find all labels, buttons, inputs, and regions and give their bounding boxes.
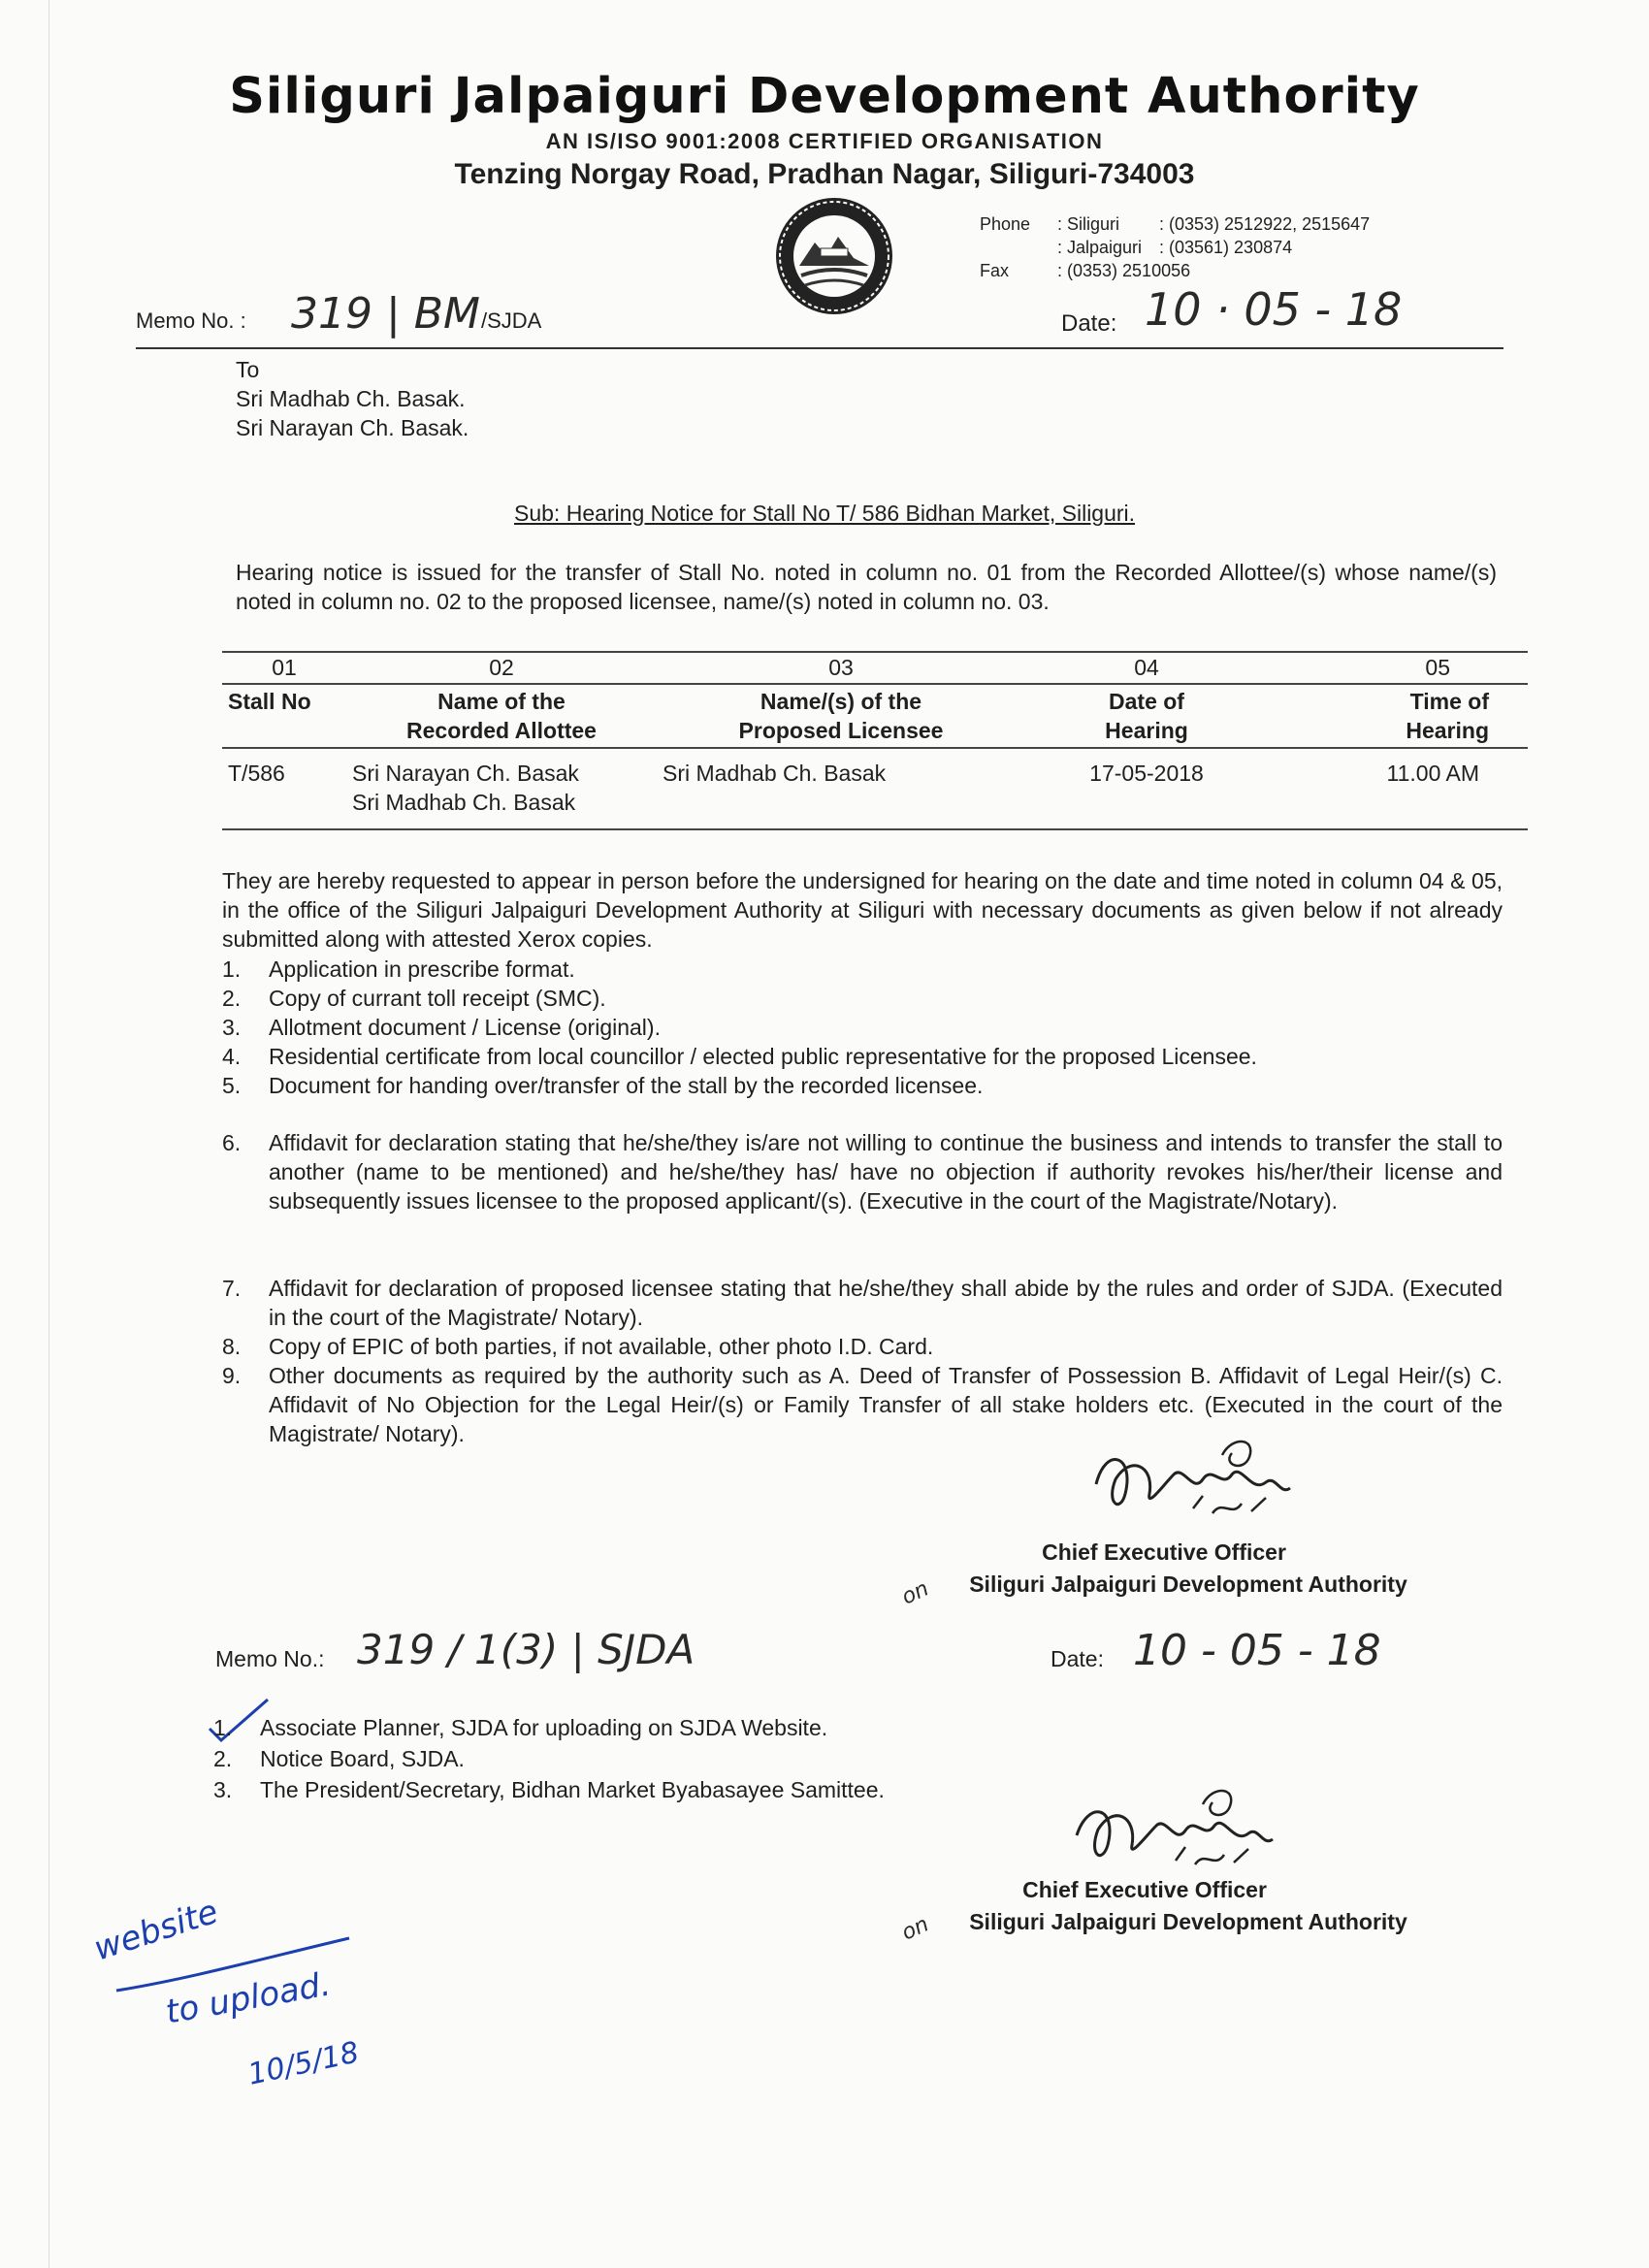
list-item: 7. Affidavit for declaration of proposed licensee stating that he/she/they shall abide by the rules and order of SJDA. (Executed in the court of the Magistrate/ Notary). xyxy=(222,1276,1503,1330)
certification-line: AN IS/ISO 9001:2008 CERTIFIED ORGANISATION xyxy=(545,129,1104,153)
documents-list-a xyxy=(222,955,1503,1100)
memo2-number-handwritten: 319 / 1(3) | SJDA xyxy=(357,1626,695,1673)
sjda-seal-icon xyxy=(772,194,896,318)
list-item: 2. Copy of currant toll receipt (SMC). xyxy=(222,986,606,1011)
recipient-block xyxy=(236,355,469,442)
signature-1-org: Siliguri Jalpaiguri Development Authority xyxy=(969,1571,1407,1597)
memo-suffix: /SJDA xyxy=(480,308,542,333)
signature-1-prefix: on xyxy=(898,1576,933,1610)
column-header: Name of the Recorded Allottee xyxy=(346,684,657,748)
signature-2-prefix: on xyxy=(898,1912,933,1946)
request-paragraph: They are hereby requested to appear in person before the undersigned for hearing on the date and time noted in column 04 & 05, in the office of the Siliguri Jalpaiguri Development Authority at Siliguri with necessary documents as given below if not already submitted along with attested Xerox copies. xyxy=(222,868,1503,952)
signature-2-org: Siliguri Jalpaiguri Development Authority xyxy=(969,1909,1407,1934)
phone-label: Phone xyxy=(980,214,1031,234)
column-number: 03 xyxy=(657,652,1025,684)
list-item: 6. Affidavit for declaration stating that he/she/they is/are not willing to continue the business and intends to transfer the stall to another (name to be mentioned) and he/she/they has/ have no objection if authority revokes his/her/their license and subsequently issues licensee to the proposed applicant/(s). (Executive in the court of the Magistrate/Notary). xyxy=(222,1130,1503,1214)
column-number: 02 xyxy=(346,652,657,684)
phone-siliguri: : (0353) 2512922, 2515647 xyxy=(1159,214,1371,234)
org-name: Siliguri Jalpaiguri Development Authority xyxy=(229,68,1420,125)
list-item: 4. Residential certificate from local councillor / elected public representative for the proposed Licensee. xyxy=(222,1044,1257,1069)
address-line: Tenzing Norgay Road, Pradhan Nagar, Siliguri-734003 xyxy=(454,158,1195,190)
list-item: 9. Other documents as required by the authority such as A. Deed of Transfer of Possession B. Affidavit of Legal Heir/(s) C. Affidavit of No Objection for the Legal Heir/(s) or Family Transfer of all stake holders etc. (Executed in the court of the Magistrate/ Notary). xyxy=(222,1363,1503,1446)
signature-1 xyxy=(1077,1426,1300,1533)
list-item: 3. The President/Secretary, Bidhan Market Byabasayee Samittee. xyxy=(213,1777,885,1802)
handwritten-note-line2: to upload. xyxy=(162,1964,334,2032)
fax-number: : (0353) 2510056 xyxy=(1057,261,1191,280)
hearing-table xyxy=(222,651,1528,830)
column-header: Time of Hearing xyxy=(1268,684,1528,748)
recipient-name: Sri Narayan Ch. Basak. xyxy=(236,415,469,440)
intro-paragraph: Hearing notice is issued for the transfer of Stall No. noted in column no. 01 from the Recorded Allottee/(s) whose name/(s) noted in column no. 02 to the proposed licensee, name/(s) noted in column no. 03. xyxy=(236,560,1497,614)
documents-list-b xyxy=(222,1128,1503,1215)
signature-2-title: Chief Executive Officer xyxy=(1022,1877,1267,1902)
signature-1-title: Chief Executive Officer xyxy=(1042,1539,1286,1565)
memo2-label: Memo No.: xyxy=(215,1646,325,1671)
column-header: Date of Hearing xyxy=(1025,684,1268,748)
phone-siliguri-label: : Siliguri xyxy=(1057,214,1120,234)
phone-jalpaiguri: : (03561) 230874 xyxy=(1159,238,1293,257)
signature-2 xyxy=(1057,1775,1280,1882)
handwritten-note-line1: website xyxy=(89,1892,223,1969)
list-item: 1. Application in prescribe format. xyxy=(222,956,575,982)
list-item: 8. Copy of EPIC of both parties, if not available, other photo I.D. Card. xyxy=(222,1334,934,1359)
column-number: 04 xyxy=(1025,652,1268,684)
recipient-name: Sri Madhab Ch. Basak. xyxy=(236,386,466,411)
list-item: 5. Document for handing over/transfer of the stall by the recorded licensee. xyxy=(222,1073,984,1098)
phone-jalpaiguri-label: : Jalpaiguri xyxy=(1057,238,1143,257)
contact-block xyxy=(980,212,1370,282)
proposed-licensee-cell: Sri Madhab Ch. Basak xyxy=(657,748,1025,829)
column-number: 05 xyxy=(1268,652,1528,684)
list-item: 2. Notice Board, SJDA. xyxy=(213,1746,465,1771)
subject-line: Sub: Hearing Notice for Stall No T/ 586 Bidhan Market, Siliguri. xyxy=(514,501,1136,526)
to-label: To xyxy=(236,357,260,382)
header-divider xyxy=(136,347,1504,349)
memo2-date-handwritten: 10 - 05 - 18 xyxy=(1133,1626,1381,1675)
recorded-allottee-cell: Sri Narayan Ch. Basak Sri Madhab Ch. Basak xyxy=(346,748,657,829)
hearing-time-cell: 11.00 AM xyxy=(1268,748,1528,829)
list-item: 1. Associate Planner, SJDA for uploading on SJDA Website. xyxy=(213,1715,828,1740)
page-edge xyxy=(48,0,49,2268)
column-header: Stall No xyxy=(222,684,346,748)
hearing-date-cell: 17-05-2018 xyxy=(1025,748,1268,829)
date-handwritten: 10 · 05 - 18 xyxy=(1145,283,1403,336)
stall-no-cell: T/586 xyxy=(222,748,346,829)
copy-to-list xyxy=(213,1712,885,1805)
memo2-date-label: Date: xyxy=(1051,1646,1104,1671)
header-row xyxy=(222,684,1528,748)
column-number: 01 xyxy=(222,652,346,684)
memo-label: Memo No. : xyxy=(136,308,246,333)
table-row xyxy=(222,748,1528,829)
fax-label: Fax xyxy=(980,261,1010,280)
column-number-row xyxy=(222,652,1528,684)
list-item: 3. Allotment document / License (original). xyxy=(222,1015,661,1040)
handwritten-note-initial-date: 10/5/18 xyxy=(244,2035,363,2092)
memo-number-handwritten: 319 | BM xyxy=(291,289,480,339)
date-label: Date: xyxy=(1061,310,1117,337)
column-header: Name/(s) of the Proposed Licensee xyxy=(657,684,1025,748)
documents-list-c xyxy=(222,1274,1503,1448)
